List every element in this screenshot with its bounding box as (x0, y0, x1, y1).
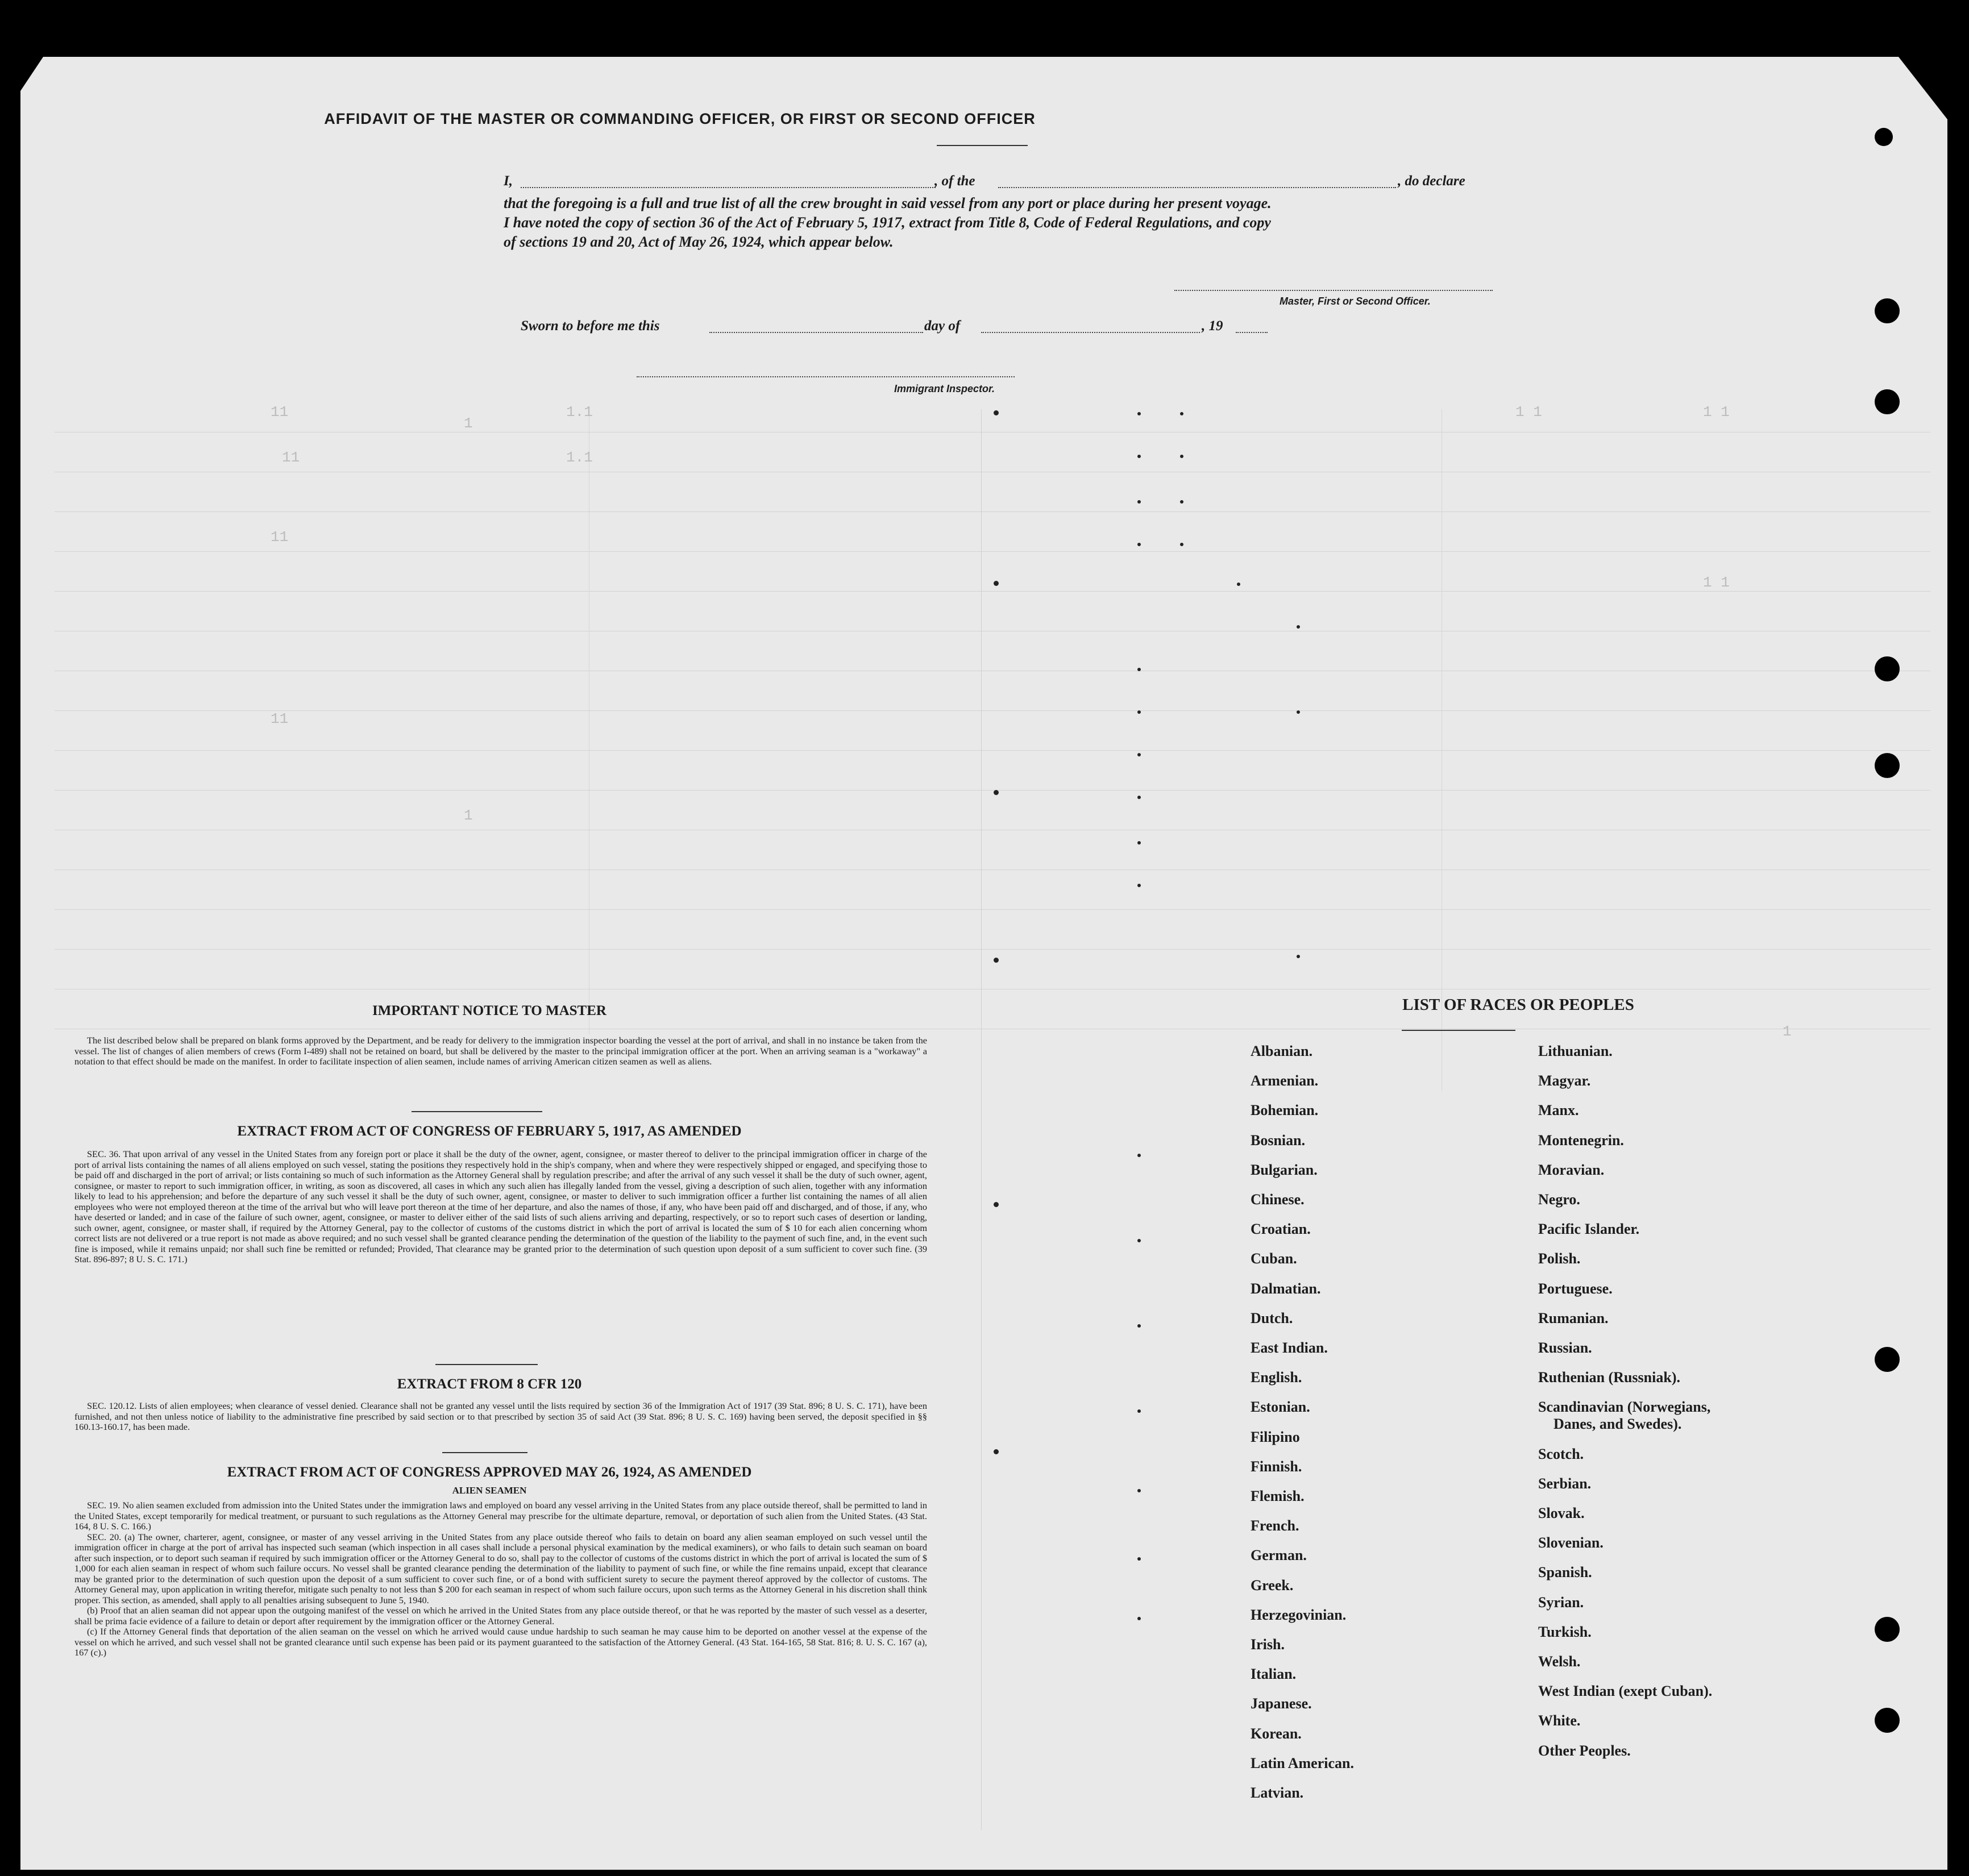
sworn-label: Sworn to before me this (521, 318, 660, 334)
race-item: Manx. (1538, 1102, 1579, 1119)
year-label: , 19 (1202, 318, 1223, 334)
race-item: Cuban. (1251, 1250, 1297, 1267)
extract-cfr-title: EXTRACT FROM 8 CFR 120 (397, 1376, 582, 1392)
extract-1924-paragraph-4: (c) If the Attorney General finds that deportation of the alien seaman on the vessel on which he arrived would cause undue hardship to such seaman he may cause him to be deported on another vessel at the expense of the vessel on which he arrived, and such vessel shall not be granted clearance until such expense has been paid or its payment guaranteed to the satisfaction of the Attorney General. (43 Stat. 164-165, 58 Stat. 816; 8. U. S. C. 167 (a), 167 (c).) (74, 1626, 927, 1658)
race-item: Scotch. (1538, 1445, 1584, 1462)
race-item: French. (1251, 1517, 1299, 1534)
race-item: Herzegovinian. (1251, 1606, 1347, 1623)
declaration-line-1: that the foregoing is a full and true list of all the crew brought in said vessel from any port or place during her present voyage. (504, 195, 1272, 211)
race-item: Scandinavian (Norwegians, (1538, 1399, 1711, 1416)
races-title: LIST OF RACES OR PEOPLES (1402, 996, 1634, 1014)
race-item: Portuguese. (1538, 1280, 1613, 1297)
title-underline (937, 145, 1028, 146)
torn-corner-top-right (1899, 57, 1947, 119)
officer-caption: Master, First or Second Officer. (1280, 296, 1431, 307)
race-item: Dutch. (1251, 1309, 1293, 1326)
extract-1924-paragraph-2: SEC. 20. (a) The owner, charterer, agent, consignee, or master of any vessel arriving in the United States from any place outside thereof who fails to detain on board any alien seaman employed on such vessel until the immigration officer in charge at the port of arrival has inspected such seaman (which inspection in all cases shall include a personal physical examination by the medical examiners), or who fails to detain such seaman on board after such inspection, or to deport such seaman if required by such immigration officer or the Attorney General to do so, shall pay to the collector of customs of the customs district in which the port of arrival is located the sum of $ 1,000 for each alien seaman in respect of whom such failure occurs. No vessel shall be granted clearance pending the determination of the liability to payment of such fine, or while the fine remains unpaid, except that clearance may be granted prior to the determination of such question upon the deposit of a sum sufficient to cover such fine, or of a bond with sufficient surety to secure the payment thereof approved by the collector of customs. The Attorney General may, upon application in writing therefor, mitigate such penalty to not less than $ 200 for each seaman in respect of whom such failure occurs, upon such terms as the Attorney General in his discretion shall think proper. This section, as amended, shall apply to all penalties arising subsequent to June 5, 1940. (74, 1531, 927, 1605)
race-item: Dalmatian. (1251, 1280, 1321, 1297)
officer-signature-blank (1174, 290, 1493, 291)
race-item: Danes, and Swedes). (1553, 1416, 1682, 1433)
race-item: German. (1251, 1547, 1307, 1564)
extract-1917-text (74, 1149, 927, 1265)
race-item: Spanish. (1538, 1564, 1592, 1581)
race-item: Chinese. (1251, 1191, 1305, 1208)
race-item: Flemish. (1251, 1488, 1305, 1504)
race-item: English. (1251, 1369, 1302, 1386)
extract-1917-title: EXTRACT FROM ACT OF CONGRESS OF FEBRUARY 5, 1917, AS AMENDED (237, 1124, 742, 1139)
race-item: Syrian. (1538, 1594, 1584, 1611)
race-item: Pacific Islander. (1538, 1221, 1640, 1238)
affidavit-i-label: I, (504, 173, 513, 189)
race-item: Bohemian. (1251, 1102, 1319, 1119)
race-item: Moravian. (1538, 1161, 1605, 1178)
race-item: Croatian. (1251, 1221, 1311, 1238)
race-item: Welsh. (1538, 1653, 1581, 1670)
race-item: Irish. (1251, 1636, 1285, 1653)
race-item: East Indian. (1251, 1340, 1328, 1356)
race-item: Lithuanian. (1538, 1043, 1613, 1059)
race-item: Polish. (1538, 1250, 1581, 1267)
day-of-label: day of (924, 318, 961, 334)
extract-1924-paragraph-3: (b) Proof that an alien seaman did not appear upon the outgoing manifest of the vessel on which he arrived in the United States from any place outside thereof, or that he was reported by the master of such vessel as a deserter, shall be prima facie evidence of a failure to detain or deport after requirement by the immigration officer or the Attorney General. (74, 1605, 927, 1627)
affidavit-title: AFFIDAVIT OF THE MASTER OR COMMANDING OFFICER, OR FIRST OR SECOND OFFICER (324, 110, 1036, 127)
race-item: West Indian (exept Cuban). (1538, 1683, 1713, 1700)
extract-cfr-paragraph: SEC. 120.12. Lists of alien employees; when clearance of vessel denied. Clearance shall not be granted any vessel until the lists required by section 36 of the Immigration Act of 1917 (39 Stat. 896; 8 U. S. C. 171), have been furnished, and not then unless notice of liability to the administrative fine prescribed by said section or to that prescribed by section 35 of said Act (39 Stat. 896; 8 U. S. C. 169) having been served, the deposit specified in §§ 160.13-160.17, has been made. (74, 1400, 927, 1432)
vessel-blank (998, 187, 1396, 188)
race-item: Slovenian. (1538, 1534, 1604, 1551)
extract-1924-text (74, 1500, 927, 1658)
declaration-line-2: I have noted the copy of section 36 of the Act of February 5, 1917, extract from Title 8, Code of Federal Regulations, and copy (504, 214, 1271, 231)
extract-1924-title: EXTRACT FROM ACT OF CONGRESS APPROVED MAY 26, 1924, AS AMENDED (227, 1465, 752, 1480)
race-item: Slovak. (1538, 1505, 1585, 1521)
race-item: Magyar. (1538, 1072, 1591, 1089)
extract-1917-paragraph: SEC. 36. That upon arrival of any vessel in the United States from any foreign port or place it shall be the duty of the owner, agent, consignee, or master thereof to deliver to the principal immigration officer in charge of the port of arrival lists containing the names of all aliens employed on such vessel, stating the positions they respectively hold in the ship's company, when and where they were respectively shipped or engaged, and specifying those to be paid off and discharged in the port of arrival; or lists containing so much of such information as the Attorney General shall by regulation prescribe; and after the arrival of any such vessel it shall be the duty of such owner, agent, consignee, or master to report to such immigration officer, in writing, as soon as discovered, all cases in which any such alien has illegally landed from the vessel, giving a description of such alien, together with any information likely to lead to his apprehension; and before the departure of any such vessel it shall be the duty of such owner, agent, consignee, or master to deliver to such immigration officer a further list containing the names of all alien employees who were not employed thereon at the time of the arrival but who will leave port thereon at the time of her departure, and also the names of those, if any, who have been paid off and discharged, and of those, if any, who have deserted or landed; and in case of the failure of such owner, agent, consignee, or master to deliver either of the said lists of such aliens arriving and departing, respectively, or so to report such cases of desertion or landing, such owner, agent, consignee, or master shall, if required by the Attorney General, pay to the collector of customs of the customs district in which the port of arrival is located the sum of $ 10 for each alien concerning whom correct lists are not delivered or a true report is not made as above required; and no such vessel shall be granted clearance pending the determination of the question of the liability to the payment of such fine, and, in the event such fine is imposed, while it remains unpaid; nor shall such fine be remitted or refunded; Provided, That clearance may be granted prior to the determination of such question upon deposit of a sum sufficient to cover such fine. (39 Stat. 896-897; 8 U. S. C. 171.) (74, 1149, 927, 1264)
race-item: Finnish. (1251, 1458, 1302, 1475)
sworn-date-blank (709, 332, 923, 333)
race-item: Albanian. (1251, 1043, 1313, 1059)
race-item: Turkish. (1538, 1623, 1592, 1640)
race-item: Latvian. (1251, 1785, 1304, 1801)
affidavit-declare-label: , do declare (1398, 173, 1465, 189)
extract-cfr-text (74, 1401, 927, 1433)
race-item: Ruthenian (Russniak). (1538, 1369, 1680, 1386)
race-item: Russian. (1538, 1340, 1592, 1356)
race-item: White. (1538, 1712, 1581, 1729)
notice-title: IMPORTANT NOTICE TO MASTER (372, 1003, 607, 1018)
separator-rule (412, 1111, 542, 1112)
race-item: Other Peoples. (1538, 1742, 1631, 1759)
notice-text (74, 1035, 927, 1067)
race-item: Bosnian. (1251, 1132, 1306, 1149)
race-item: Korean. (1251, 1725, 1302, 1742)
extract-1924-paragraph-1: SEC. 19. No alien seamen excluded from admission into the United States under the immigration laws and employed on board any vessel arriving in the United States from any place outside thereof, shall be permitted to land in the United States, except temporarily for medical treatment, or pursuant to such regulations as the Attorney General may prescribe for the ultimate departure, removal, or deportation of such alien from the United States. (43 Stat. 164, 8 U. S. C. 166.) (74, 1500, 927, 1532)
extract-1924-subtitle: ALIEN SEAMEN (452, 1485, 527, 1496)
sworn-year-blank (1236, 332, 1268, 333)
name-blank (521, 187, 936, 188)
inspector-signature-blank (637, 376, 1015, 377)
race-item: Japanese. (1251, 1695, 1312, 1712)
notice-paragraph: The list described below shall be prepared on blank forms approved by the Department, and be ready for delivery to the immigration inspector boarding the vessel at the port of arrival, and shall in no instance be taken from the vessel. The list of changes of alien members of crews (Form I-489) shall not be retained on board, but shall be delivered by the master to the principal immigration officer at the port. When an arriving seaman is a "workaway" a notation to that effect should be made on the manifest. In order to facilitate inspection of alien seamen, include names of arriving American citizen seamen as well as aliens. (74, 1035, 927, 1067)
race-item: Montenegrin. (1538, 1132, 1624, 1149)
race-item: Negro. (1538, 1191, 1580, 1208)
race-item: Estonian. (1251, 1399, 1310, 1416)
document-page: 11 11 11 11 1.1 1.1 1 1 1 1 1 1 1 1 1 AFFIDAVIT OF THE MASTER OR COMMANDING OFFICER, OR FIRST OR SECOND OFFICER I, , of the , do declare that the foregoing is a full and true list of all the crew brought in said vessel from any port or place during her present voyage. I have noted the copy of section 36 of the Act of February 5, 1917, extract from Title 8, Code of Federal Regulations, and copy of sections 19 and 20, Act of May 26, 1924, which appear below. Master, First or Second Officer. Sworn to before me this day of , 19 Immigrant Inspector. IMPORTANT NOTICE TO MASTER The list described below shall be prepared on blank forms approved by the Department, and be ready for delivery to the immigration inspector boarding the vessel at the port of arrival, and shall in no instance be taken from the vessel. The list of changes of alien members of crews (Form I-489) shall not be retained on board, but shall be delivered by the master to the principal immigration officer at the port. When an arriving seaman is a "workaway" a notation to that effect should be made on the manifest. In order to facilitate inspection of alien seamen, include names of arriving American citizen seamen as well as aliens. EXTRACT FROM ACT OF CONGRESS OF FEBRUARY 5, 1917, AS AMENDED SEC. 36. That upon arrival of any vessel in the United States from any foreign port or place it shall be the duty of the owner, agent, consignee, or master thereof to deliver to the principal immigration officer in charge of the port of arrival lists containing the names of all aliens employed on such vessel, stating the positions they respectively hold in the ship's company, when and where they were respectively shipped or engaged, and specifying those to be paid off and discharged in the port of arrival; or lists containing so much of such information as the Attorney General shall by regulation prescribe; and after the arrival of any such vessel it shall be the duty of such owner, agent, consignee, or master to report to such immigration officer, in writing, as soon as discovered, all cases in which any such alien has illegally landed from the vessel, giving a description of such alien, together with any information likely to lead to his apprehension; and before the departure of any such vessel it shall be the duty of such owner, agent, consignee, or master to deliver to such immigration officer a further list containing the names of all alien employees who were not employed thereon at the time of the arrival but who will leave port thereon at the time of her departure, and also the names of those, if any, who have been paid off and discharged, and of those, if any, who have deserted or landed; and in case of the failure of such owner, agent, consignee, or master to deliver either of the said lists of such aliens arriving and departing, respectively, or so to report such cases of desertion or landing, such owner, agent, consignee, or master shall, if required by the Attorney General, pay to the collector of customs of the customs district in which the port of arrival is located the sum of $ 10 for each alien concerning whom correct lists are not delivered or a true report is not made as above required; and no such vessel shall be granted clearance pending the determination of the question of the liability to the payment of such fine, and, in the event such fine is imposed, while it remains unpaid; nor shall such fine be remitted or refunded; Provided, That clearance may be granted prior to the determination of such question upon deposit of a sum sufficient to cover such fine. (39 Stat. 896-897; 8 U. S. C. 171.) EXTRACT FROM 8 CFR 120 SEC. 120.12. Lists of alien employees; when clearance of vessel denied. Clearance shall not be granted any vessel until the lists required by section 36 of the Immigration Act of 1917 (39 Stat. 896; 8 U. S. C. 171), have been furnished, and not then unless notice of liability to the administrative fine prescribed by said section or to that prescribed by section 35 of said Act (39 Stat. 896; 8 U. S. C. 169) having been served, the deposit specified in §§ 160.13-160.17, has been made. EXTRACT FROM ACT OF CONGRESS APPROVED MAY 26, 1924, AS AMENDED ALIEN SEAMEN SEC. 19. No alien seamen excluded from admission into the United States under the immigration laws and employed on board any vessel arriving in the United States from any place outside thereof, shall be permitted to land in the United States, except temporarily for medical treatment, or pursuant to such regulations as the Attorney General may prescribe for the ultimate departure, removal, or deportation of such alien from the United States. (43 Stat. 164, 8 U. S. C. 166.) SEC. 20. (a) The owner, charterer, agent, consignee, or master of any vessel arriving in the United States from any place outside thereof who fails to detain on board any alien seaman employed on such vessel until the immigration officer in charge at the port of arrival has inspected such seaman (which inspection in all cases shall include a personal physical examination by the medical examiners), or who fails to detain such seaman on board after such inspection, or to deport such seaman if required by such immigration officer or the Attorney General to do so, shall pay to the collector of customs of the customs district in which the port of arrival is located the sum of $ 1,000 for each alien seaman in respect of whom such failure occurs. No vessel shall be granted clearance pending the determination of the liability to payment of such fine, or while the fine remains unpaid, except that clearance may be granted prior to the determination of such question upon the deposit of a sum sufficient to cover such fine, or of a bond with sufficient surety to secure the payment thereof approved by the collector of customs. The Attorney General may, upon application in writing therefor, mitigate such penalty to not less than $ 200 for each seaman in respect of whom such failure occurs, upon such terms as the Attorney General in his discretion shall think proper. This section, as amended, shall apply to all penalties arising subsequent to June 5, 1940. (b) Proof that an alien seaman did not appear upon the outgoing manifest of the vessel on which he arrived in the United States from any place outside thereof, or that he was reported by the master of such vessel as a deserter, shall be prima facie evidence of a failure to detain or deport after requirement by the immigration officer or the Attorney General. (c) If the Attorney General finds that deportation of the alien seaman on the vessel on which he arrived would cause undue hardship to such seaman he may cause him to be deported on another vessel at the expense of the vessel on which he arrived, and such vessel shall not be granted clearance until such expense has been paid or its payment guaranteed to the satisfaction of the Attorney General. (43 Stat. 164-165, 58 Stat. 816; 8. U. S. C. 167 (a), 167 (c).) LIST OF RACES OR PEOPLES Albanian. Armenian. Bohemian. Bosnian. Bulgarian. Chinese. Croatian. Cuban. Dalmatian. Dutch. East Indian. English. Estonian. Filipino Finnish. Flemish. French. German. Greek. Herzegovinian. Irish. Italian. Japanese. Korean. Latin American. Latvian. Lithuanian. Magyar. Manx. Montenegrin. Moravian. Negro. Pacific Islander. Polish. Portuguese. Rumanian. Russian. Ruthenian (Russniak). Scandinavian (Norwegians, Danes, and Swedes). Scotch. Serbian. Slovak. Slovenian. Spanish. Syrian. Turkish. Welsh. West Indian (exept Cuban). White. Other Peoples. (20, 57, 1947, 1870)
race-item: Serbian. (1538, 1475, 1592, 1492)
race-item: Greek. (1251, 1576, 1294, 1594)
inspector-caption: Immigrant Inspector. (894, 383, 995, 394)
torn-corner-top-left (20, 57, 43, 91)
race-item: Italian. (1251, 1666, 1297, 1683)
race-item: Bulgarian. (1251, 1161, 1318, 1178)
race-item: Filipino (1251, 1428, 1300, 1445)
sworn-month-blank (981, 332, 1200, 333)
separator-rule (435, 1364, 538, 1365)
race-item: Armenian. (1251, 1072, 1319, 1089)
affidavit-of-the-label: , of the (934, 173, 975, 189)
separator-rule (442, 1452, 527, 1453)
declaration-line-3: of sections 19 and 20, Act of May 26, 1924, which appear below. (504, 234, 894, 250)
race-item: Latin American. (1251, 1754, 1354, 1771)
races-title-underline (1402, 1030, 1515, 1031)
race-item: Rumanian. (1538, 1309, 1609, 1326)
